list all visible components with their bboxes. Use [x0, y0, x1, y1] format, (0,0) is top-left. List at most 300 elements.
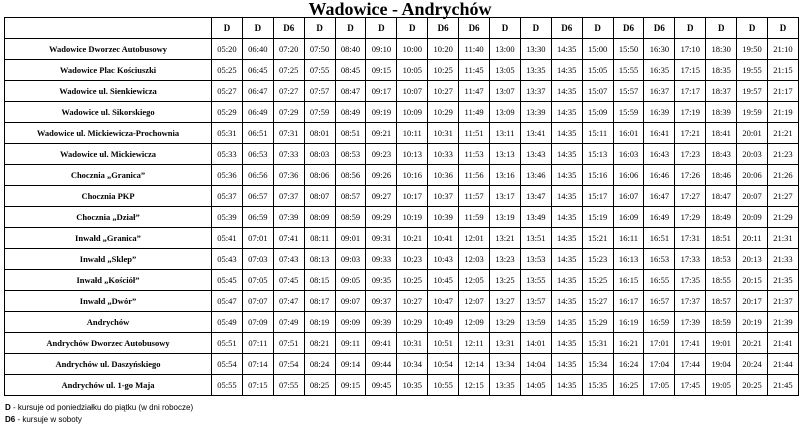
departure-time: 15:09	[582, 102, 613, 123]
departure-time: 13:17	[490, 186, 521, 207]
departure-time: 08:49	[335, 102, 366, 123]
departure-time: 14:35	[551, 165, 582, 186]
departure-time: 10:25	[428, 60, 459, 81]
departure-time: 13:27	[490, 291, 521, 312]
header-row	[5, 18, 799, 39]
departure-time: 18:35	[706, 60, 737, 81]
departure-time: 18:37	[706, 81, 737, 102]
departure-time: 10:45	[428, 270, 459, 291]
departure-time: 05:55	[212, 375, 243, 396]
departure-time: 16:43	[644, 144, 675, 165]
departure-time: 10:09	[397, 102, 428, 123]
departure-time: 09:07	[335, 291, 366, 312]
departure-time: 17:31	[675, 228, 706, 249]
departure-time: 15:34	[582, 354, 613, 375]
departure-time: 21:31	[768, 228, 799, 249]
departure-time: 19:04	[706, 354, 737, 375]
departure-time: 21:37	[768, 291, 799, 312]
table-row	[5, 291, 799, 312]
departure-time: 10:34	[397, 354, 428, 375]
departure-time: 08:51	[335, 123, 366, 144]
departure-time: 14:35	[551, 207, 582, 228]
table-row	[5, 81, 799, 102]
departure-time: 09:11	[335, 333, 366, 354]
departure-time: 16:57	[644, 291, 675, 312]
stop-name: Chocznia PKP	[5, 186, 212, 207]
departure-time: 10:25	[397, 270, 428, 291]
departure-time: 05:39	[212, 207, 243, 228]
departure-time: 15:59	[613, 102, 644, 123]
departure-time: 11:56	[459, 165, 490, 186]
departure-time: 11:51	[459, 123, 490, 144]
departure-time: 14:35	[551, 186, 582, 207]
departure-time: 21:39	[768, 312, 799, 333]
departure-time: 17:41	[675, 333, 706, 354]
header-column-code: D	[520, 18, 551, 39]
stop-name: Wadowice ul. Mickiewicza	[5, 144, 212, 165]
departure-time: 18:30	[706, 39, 737, 60]
stop-name: Wadowice ul. Sikorskiego	[5, 102, 212, 123]
departure-time: 17:33	[675, 249, 706, 270]
departure-time: 07:37	[273, 186, 304, 207]
departure-time: 09:33	[366, 249, 397, 270]
departure-time: 14:35	[551, 39, 582, 60]
departure-time: 07:01	[242, 228, 273, 249]
departure-time: 06:45	[242, 60, 273, 81]
departure-time: 19:01	[706, 333, 737, 354]
departure-time: 16:13	[613, 249, 644, 270]
header-column-code: D	[366, 18, 397, 39]
departure-time: 05:20	[212, 39, 243, 60]
departure-time: 07:27	[273, 81, 304, 102]
departure-time: 14:05	[520, 375, 551, 396]
departure-time: 13:13	[490, 144, 521, 165]
departure-time: 11:40	[459, 39, 490, 60]
departure-time: 15:17	[582, 186, 613, 207]
departure-time: 20:03	[737, 144, 768, 165]
departure-time: 18:55	[706, 270, 737, 291]
departure-time: 10:11	[397, 123, 428, 144]
departure-time: 09:21	[366, 123, 397, 144]
departure-time: 16:49	[644, 207, 675, 228]
table-row	[5, 165, 799, 186]
departure-time: 16:24	[613, 354, 644, 375]
departure-time: 16:59	[644, 312, 675, 333]
departure-time: 14:04	[520, 354, 551, 375]
header-column-code: D6	[613, 18, 644, 39]
departure-time: 15:25	[582, 270, 613, 291]
departure-time: 09:15	[366, 60, 397, 81]
departure-time: 15:27	[582, 291, 613, 312]
departure-time: 05:41	[212, 228, 243, 249]
stop-name: Andrychów ul. Daszyńskiego	[5, 354, 212, 375]
departure-time: 21:27	[768, 186, 799, 207]
table-row	[5, 249, 799, 270]
departure-time: 14:35	[551, 60, 582, 81]
departure-time: 09:26	[366, 165, 397, 186]
departure-time: 17:39	[675, 312, 706, 333]
departure-time: 13:51	[520, 228, 551, 249]
departure-time: 08:03	[304, 144, 335, 165]
legend-item-d: D - kursuje od poniedziałku do piątku (w dni robocze)	[5, 403, 194, 412]
stop-name: Inwałd „Dwór”	[5, 291, 212, 312]
departure-time: 07:03	[242, 249, 273, 270]
header-column-code: D6	[459, 18, 490, 39]
departure-time: 17:19	[675, 102, 706, 123]
departure-time: 14:35	[551, 270, 582, 291]
departure-time: 20:06	[737, 165, 768, 186]
stop-name: Wadowice ul. Mickiewicza-Prochownia	[5, 123, 212, 144]
departure-time: 07:50	[304, 39, 335, 60]
header-column-code: D	[582, 18, 613, 39]
departure-time: 12:07	[459, 291, 490, 312]
departure-time: 14:35	[551, 333, 582, 354]
departure-time: 10:00	[397, 39, 428, 60]
departure-time: 06:53	[242, 144, 273, 165]
table-row	[5, 123, 799, 144]
header-column-code: D	[675, 18, 706, 39]
departure-time: 17:10	[675, 39, 706, 60]
departure-time: 07:29	[273, 102, 304, 123]
departure-time: 08:40	[335, 39, 366, 60]
departure-time: 07:33	[273, 144, 304, 165]
departure-time: 08:13	[304, 249, 335, 270]
departure-time: 16:30	[644, 39, 675, 60]
departure-time: 10:23	[397, 249, 428, 270]
departure-time: 16:53	[644, 249, 675, 270]
departure-time: 20:01	[737, 123, 768, 144]
departure-time: 10:29	[397, 312, 428, 333]
departure-time: 16:39	[644, 102, 675, 123]
departure-time: 13:30	[520, 39, 551, 60]
legend-item-d6: D6 - kursuje w soboty	[5, 415, 82, 424]
departure-time: 15:55	[613, 60, 644, 81]
departure-time: 07:55	[273, 375, 304, 396]
departure-time: 08:19	[304, 312, 335, 333]
departure-time: 09:19	[366, 102, 397, 123]
departure-time: 09:44	[366, 354, 397, 375]
departure-time: 14:35	[551, 291, 582, 312]
departure-time: 13:31	[490, 333, 521, 354]
departure-time: 21:41	[768, 333, 799, 354]
departure-time: 06:40	[242, 39, 273, 60]
departure-time: 15:13	[582, 144, 613, 165]
departure-time: 07:54	[273, 354, 304, 375]
departure-time: 08:53	[335, 144, 366, 165]
departure-time: 09:23	[366, 144, 397, 165]
timetable-title: Wadowice - Andrychów	[308, 0, 492, 19]
departure-time: 11:49	[459, 102, 490, 123]
stop-name: Inwałd „Sklep”	[5, 249, 212, 270]
departure-time: 15:35	[582, 375, 613, 396]
departure-time: 07:57	[304, 81, 335, 102]
departure-time: 21:17	[768, 81, 799, 102]
departure-time: 08:47	[335, 81, 366, 102]
departure-time: 20:19	[737, 312, 768, 333]
departure-time: 20:24	[737, 354, 768, 375]
departure-time: 10:33	[428, 144, 459, 165]
departure-time: 08:56	[335, 165, 366, 186]
departure-time: 08:45	[335, 60, 366, 81]
departure-time: 21:44	[768, 354, 799, 375]
departure-time: 18:47	[706, 186, 737, 207]
header-column-code: D	[737, 18, 768, 39]
departure-time: 07:14	[242, 354, 273, 375]
header-column-code: D6	[428, 18, 459, 39]
departure-time: 11:57	[459, 186, 490, 207]
table-row	[5, 270, 799, 291]
departure-time: 13:35	[520, 60, 551, 81]
departure-time: 16:51	[644, 228, 675, 249]
departure-time: 18:57	[706, 291, 737, 312]
departure-time: 05:36	[212, 165, 243, 186]
departure-time: 21:21	[768, 123, 799, 144]
departure-time: 13:00	[490, 39, 521, 60]
header-column-code: D	[242, 18, 273, 39]
departure-time: 10:29	[428, 102, 459, 123]
departure-time: 15:05	[582, 60, 613, 81]
header-column-code: D	[706, 18, 737, 39]
departure-time: 10:54	[428, 354, 459, 375]
departure-time: 12:11	[459, 333, 490, 354]
stop-name: Inwałd „Kościół”	[5, 270, 212, 291]
departure-time: 16:07	[613, 186, 644, 207]
departure-time: 08:59	[335, 207, 366, 228]
departure-time: 05:33	[212, 144, 243, 165]
departure-time: 19:59	[737, 102, 768, 123]
departure-time: 09:14	[335, 354, 366, 375]
departure-time: 08:25	[304, 375, 335, 396]
departure-time: 14:35	[551, 228, 582, 249]
departure-time: 07:43	[273, 249, 304, 270]
departure-time: 16:09	[613, 207, 644, 228]
departure-time: 19:50	[737, 39, 768, 60]
departure-time: 12:15	[459, 375, 490, 396]
departure-time: 13:11	[490, 123, 521, 144]
departure-time: 11:45	[459, 60, 490, 81]
departure-time: 07:59	[304, 102, 335, 123]
departure-time: 21:45	[768, 375, 799, 396]
departure-time: 16:47	[644, 186, 675, 207]
departure-time: 08:07	[304, 186, 335, 207]
departure-time: 17:29	[675, 207, 706, 228]
departure-time: 09:03	[335, 249, 366, 270]
departure-time: 09:15	[335, 375, 366, 396]
departure-time: 14:35	[551, 144, 582, 165]
departure-time: 10:43	[428, 249, 459, 270]
departure-time: 05:54	[212, 354, 243, 375]
departure-time: 21:33	[768, 249, 799, 270]
departure-time: 10:19	[397, 207, 428, 228]
departure-time: 05:45	[212, 270, 243, 291]
departure-time: 11:59	[459, 207, 490, 228]
departure-time: 17:44	[675, 354, 706, 375]
departure-time: 15:23	[582, 249, 613, 270]
departure-time: 06:56	[242, 165, 273, 186]
departure-time: 08:06	[304, 165, 335, 186]
departure-time: 14:35	[551, 354, 582, 375]
departure-time: 10:47	[428, 291, 459, 312]
departure-time: 16:15	[613, 270, 644, 291]
table-row	[5, 333, 799, 354]
departure-time: 16:03	[613, 144, 644, 165]
departure-time: 18:41	[706, 123, 737, 144]
departure-time: 14:35	[551, 123, 582, 144]
departure-time: 10:31	[428, 123, 459, 144]
table-row	[5, 375, 799, 396]
departure-time: 06:57	[242, 186, 273, 207]
departure-time: 07:20	[273, 39, 304, 60]
stop-name: Wadowice Dworzec Autobusowy	[5, 39, 212, 60]
departure-time: 10:05	[397, 60, 428, 81]
header-column-code: D	[490, 18, 521, 39]
departure-time: 10:21	[397, 228, 428, 249]
departure-time: 09:29	[366, 207, 397, 228]
timetable	[4, 17, 799, 396]
stop-name: Chocznia „Granica”	[5, 165, 212, 186]
departure-time: 18:39	[706, 102, 737, 123]
departure-time: 05:49	[212, 312, 243, 333]
departure-time: 13:34	[490, 354, 521, 375]
departure-time: 21:29	[768, 207, 799, 228]
departure-time: 15:11	[582, 123, 613, 144]
departure-time: 16:46	[644, 165, 675, 186]
departure-time: 19:55	[737, 60, 768, 81]
departure-time: 07:09	[242, 312, 273, 333]
departure-time: 20:15	[737, 270, 768, 291]
departure-time: 10:41	[428, 228, 459, 249]
departure-time: 13:49	[520, 207, 551, 228]
header-column-code: D	[304, 18, 335, 39]
departure-time: 13:39	[520, 102, 551, 123]
departure-time: 13:43	[520, 144, 551, 165]
departure-time: 17:04	[644, 354, 675, 375]
departure-time: 13:05	[490, 60, 521, 81]
departure-time: 09:37	[366, 291, 397, 312]
departure-time: 06:49	[242, 102, 273, 123]
departure-time: 05:29	[212, 102, 243, 123]
departure-time: 17:15	[675, 60, 706, 81]
departure-time: 06:59	[242, 207, 273, 228]
departure-time: 14:35	[551, 249, 582, 270]
departure-time: 20:07	[737, 186, 768, 207]
departure-time: 15:57	[613, 81, 644, 102]
departure-time: 13:23	[490, 249, 521, 270]
departure-time: 14:35	[551, 81, 582, 102]
departure-time: 21:10	[768, 39, 799, 60]
departure-time: 13:19	[490, 207, 521, 228]
departure-time: 07:11	[242, 333, 273, 354]
departure-time: 12:05	[459, 270, 490, 291]
departure-time: 08:57	[335, 186, 366, 207]
departure-time: 10:17	[397, 186, 428, 207]
header-column-code: D	[212, 18, 243, 39]
departure-time: 07:39	[273, 207, 304, 228]
departure-time: 10:51	[428, 333, 459, 354]
departure-time: 16:17	[613, 291, 644, 312]
departure-time: 17:27	[675, 186, 706, 207]
departure-time: 16:19	[613, 312, 644, 333]
stop-name: Andrychów	[5, 312, 212, 333]
departure-time: 15:31	[582, 333, 613, 354]
departure-time: 16:25	[613, 375, 644, 396]
stop-name: Andrychów Dworzec Autobusowy	[5, 333, 212, 354]
departure-time: 16:21	[613, 333, 644, 354]
stop-name: Wadowice Plac Kościuszki	[5, 60, 212, 81]
departure-time: 20:11	[737, 228, 768, 249]
table-row	[5, 228, 799, 249]
stop-name: Andrychów ul. 1-go Maja	[5, 375, 212, 396]
departure-time: 13:35	[490, 375, 521, 396]
departure-time: 13:07	[490, 81, 521, 102]
departure-time: 07:55	[304, 60, 335, 81]
header-column-code: D	[397, 18, 428, 39]
header-column-code: D	[768, 18, 799, 39]
departure-time: 07:07	[242, 291, 273, 312]
departure-time: 18:51	[706, 228, 737, 249]
departure-time: 15:07	[582, 81, 613, 102]
departure-time: 06:51	[242, 123, 273, 144]
legend	[5, 402, 193, 426]
departure-time: 13:41	[520, 123, 551, 144]
departure-time: 17:45	[675, 375, 706, 396]
departure-time: 20:13	[737, 249, 768, 270]
departure-time: 17:21	[675, 123, 706, 144]
departure-time: 21:26	[768, 165, 799, 186]
departure-time: 10:16	[397, 165, 428, 186]
header-stop-cell	[5, 18, 212, 39]
departure-time: 08:21	[304, 333, 335, 354]
departure-time: 21:19	[768, 102, 799, 123]
departure-time: 14:35	[551, 375, 582, 396]
departure-time: 10:36	[428, 165, 459, 186]
departure-time: 13:55	[520, 270, 551, 291]
departure-time: 19:57	[737, 81, 768, 102]
table-row	[5, 312, 799, 333]
departure-time: 18:46	[706, 165, 737, 186]
departure-time: 13:37	[520, 81, 551, 102]
table-row	[5, 207, 799, 228]
departure-time: 07:31	[273, 123, 304, 144]
departure-time: 13:21	[490, 228, 521, 249]
departure-time: 10:20	[428, 39, 459, 60]
departure-time: 15:50	[613, 39, 644, 60]
table-row	[5, 144, 799, 165]
departure-time: 17:26	[675, 165, 706, 186]
departure-time: 13:29	[490, 312, 521, 333]
departure-time: 10:49	[428, 312, 459, 333]
departure-time: 13:57	[520, 291, 551, 312]
departure-time: 20:09	[737, 207, 768, 228]
departure-time: 09:27	[366, 186, 397, 207]
departure-time: 07:45	[273, 270, 304, 291]
departure-time: 16:37	[644, 81, 675, 102]
departure-time: 20:21	[737, 333, 768, 354]
departure-time: 10:07	[397, 81, 428, 102]
departure-time: 15:21	[582, 228, 613, 249]
departure-time: 18:49	[706, 207, 737, 228]
departure-time: 13:09	[490, 102, 521, 123]
stop-name: Chocznia „Dział”	[5, 207, 212, 228]
departure-time: 10:39	[428, 207, 459, 228]
table-row	[5, 39, 799, 60]
departure-time: 17:37	[675, 291, 706, 312]
departure-time: 12:14	[459, 354, 490, 375]
header-column-code: D	[335, 18, 366, 39]
table-row	[5, 354, 799, 375]
departure-time: 10:27	[428, 81, 459, 102]
departure-time: 08:24	[304, 354, 335, 375]
